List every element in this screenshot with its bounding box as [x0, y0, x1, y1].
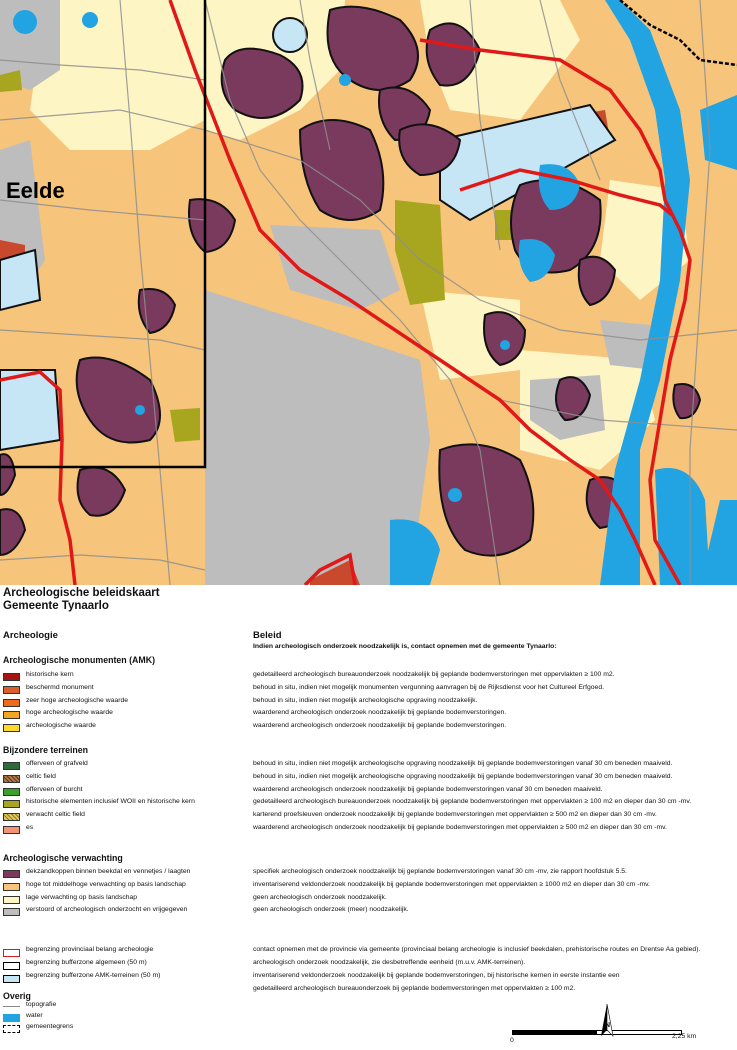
legend-label: verwacht celtic field — [26, 811, 85, 819]
north-label: N — [605, 1022, 611, 1029]
legend-policy: karterend proefsleuven onderzoek noodzakelijk bij geplande bodemverstoringen met oppervlakten ≥ 500 m2 en dieper dan 30 cm -mv. — [253, 811, 657, 819]
north-arrow-icon — [598, 1004, 616, 1038]
legend-label-municipal-border: gemeentegrens — [26, 1023, 74, 1030]
legend-policy: waarderend archeologisch onderzoek noodzakelijk bij geplande bodemverstoringen. — [253, 722, 507, 730]
legend-label-topography: topografie — [26, 1001, 57, 1008]
swatch-provincial-boundary — [3, 949, 20, 957]
legend-policy: inventariserend veldonderzoek noodzakelijk bij geplande bodemverstoringen met oppervlakten ≥ 1000 m2 en dieper dan 30 cm -mv. — [253, 880, 650, 888]
legend-label: beschermd monument — [26, 683, 94, 691]
section-heading-overig: Overig — [3, 991, 31, 1001]
legend-swatch — [3, 775, 20, 783]
legend-policy: behoud in situ, indien niet mogelijk monumenten vergunning aanvragen bij de Rijksdienst voor het Cultureel Erfgoed. — [253, 683, 605, 691]
swatch-buffer-amk — [3, 975, 20, 983]
map-title: Archeologische beleidskaart — [3, 587, 160, 599]
legend-label-water: water — [26, 1012, 43, 1019]
legend-policy: gedetailleerd archeologisch bureauonderzoek noodzakelijk bij geplande bodemverstoringen met oppervlakten ≥ 100 m2. — [253, 671, 615, 678]
legend-intro: Indien archeologisch onderzoek noodzakelijk is, contact opnemen met de gemeente Tynaarlo: — [253, 643, 557, 650]
legend-swatch — [3, 724, 20, 732]
map-subtitle: Gemeente Tynaarlo — [3, 600, 109, 612]
legend-label: dekzandkoppen binnen beekdal en vennetjes / laagten — [26, 868, 191, 875]
swatch-municipal-border — [3, 1025, 20, 1033]
swatch-buffer-general — [3, 962, 20, 970]
legend-policy: specifiek archeologisch onderzoek noodzakelijk bij geplande bodemverstoringen vanaf 30 cm -mv, zie rapport hoofdstuk 5.5. — [253, 868, 627, 875]
scale-start-label: 0 — [510, 1037, 514, 1044]
legend-label: offerveen of grafveld — [26, 760, 88, 767]
legend-swatch — [3, 908, 20, 916]
legend-right-heading: Beleid — [253, 630, 282, 641]
legend-swatch — [3, 711, 20, 719]
legend-label: es — [26, 824, 34, 831]
legend-swatch — [3, 826, 20, 834]
legend-swatch — [3, 870, 20, 878]
legend-policy-provincial: contact opnemen met de provincie via gemeente (provinciaal belang archeologie is inclusief beekdalen, prehistorische routes en Drentse Aa gebied). — [253, 946, 701, 953]
legend-swatch — [3, 673, 20, 681]
scale-end-label: 2,25 km — [672, 1033, 697, 1040]
legend-label-buffer-general: begrenzing bufferzone algemeen (50 m) — [26, 959, 147, 966]
legend-label: historische kern — [26, 671, 74, 678]
scale-bar — [512, 1030, 682, 1035]
legend-swatch — [3, 813, 20, 821]
legend-policy: behoud in situ, indien niet mogelijk archeologische opgraving noodzakelijk bij geplande bodemverstoringen vanaf 30 cm beneden maaiveld. — [253, 772, 673, 780]
legend-label: hoge archeologische waarde — [26, 709, 113, 717]
legend-swatch — [3, 883, 20, 891]
legend-policy-buffer-amk: inventariserend veldonderzoek noodzakelijk bij geplande bodemverstoringen, bij historische kernen in eerste instantie een — [253, 972, 620, 979]
legend-policy: behoud in situ, indien niet mogelijk archeologische opgraving noodzakelijk. — [253, 696, 478, 704]
section-heading-amk: Archeologische monumenten (AMK) — [3, 655, 155, 665]
section-heading-verwachting: Archeologische verwachting — [3, 853, 123, 863]
legend-label: zeer hoge archeologische waarde — [26, 696, 129, 704]
legend-swatch — [3, 762, 20, 770]
swatch-water — [3, 1014, 20, 1022]
legend-label: offerveen of burcht — [26, 785, 83, 793]
legend-policy-buffer-amk-2: gedetailleerd archeologisch bureauonderzoek bij geplande bodemverstoringen met oppervlakten ≥ 100 m2. — [253, 985, 576, 992]
legend-policy: behoud in situ, indien niet mogelijk archeologische opgraving noodzakelijk bij geplande bodemverstoringen vanaf 30 cm beneden maaiveld. — [253, 760, 673, 767]
legend-label: celtic field — [26, 772, 56, 780]
legend-label-provincial: begrenzing provinciaal belang archeologie — [26, 946, 154, 953]
legend-swatch — [3, 800, 20, 808]
place-label-eelde: Eelde — [6, 178, 65, 203]
legend-label: hoge tot middelhoge verwachting op basis landschap — [26, 880, 186, 888]
legend-policy: geen archeologisch onderzoek (meer) noodzakelijk. — [253, 906, 409, 914]
legend-left-heading: Archeologie — [3, 630, 58, 641]
legend-swatch — [3, 896, 20, 904]
legend-swatch — [3, 686, 20, 694]
legend-policy: waarderend archeologisch onderzoek noodzakelijk bij geplande bodemverstoringen vanaf 30 cm beneden maaiveld. — [253, 785, 603, 793]
legend-label: historische elementen inclusief WOII en historische kern — [26, 798, 195, 806]
legend-policy: waarderend archeologisch onderzoek noodzakelijk bij geplande bodemverstoringen met oppervlakten ≥ 500 m2 en dieper dan 30 cm -mv. — [253, 824, 667, 831]
legend-label: archeologische waarde — [26, 722, 96, 730]
legend-label: verstoord of archeologisch onderzocht en vrijgegeven — [26, 906, 188, 914]
legend-label: lage verwachting op basis landschap — [26, 893, 138, 901]
legend-policy: gedetailleerd archeologisch bureauonderzoek noodzakelijk bij geplande bodemverstoringen met oppervlakten ≥ 100 m2 en dieper dan 30 cm -mv. — [253, 798, 692, 806]
legend-policy: geen archeologisch onderzoek noodzakelijk. — [253, 893, 387, 901]
legend-swatch — [3, 699, 20, 707]
legend-policy-buffer-general: archeologisch onderzoek noodzakelijk, zie desbetreffende eenheid (m.u.v. AMK-terreinen). — [253, 959, 526, 966]
section-heading-bijzondere: Bijzondere terreinen — [3, 745, 89, 755]
legend-swatch — [3, 788, 20, 796]
legend-label-buffer-amk: begrenzing bufferzone AMK-terreinen (50 m) — [26, 972, 161, 979]
swatch-topography — [3, 1006, 20, 1007]
legend-policy: waarderend archeologisch onderzoek noodzakelijk bij geplande bodemverstoringen. — [253, 709, 507, 717]
